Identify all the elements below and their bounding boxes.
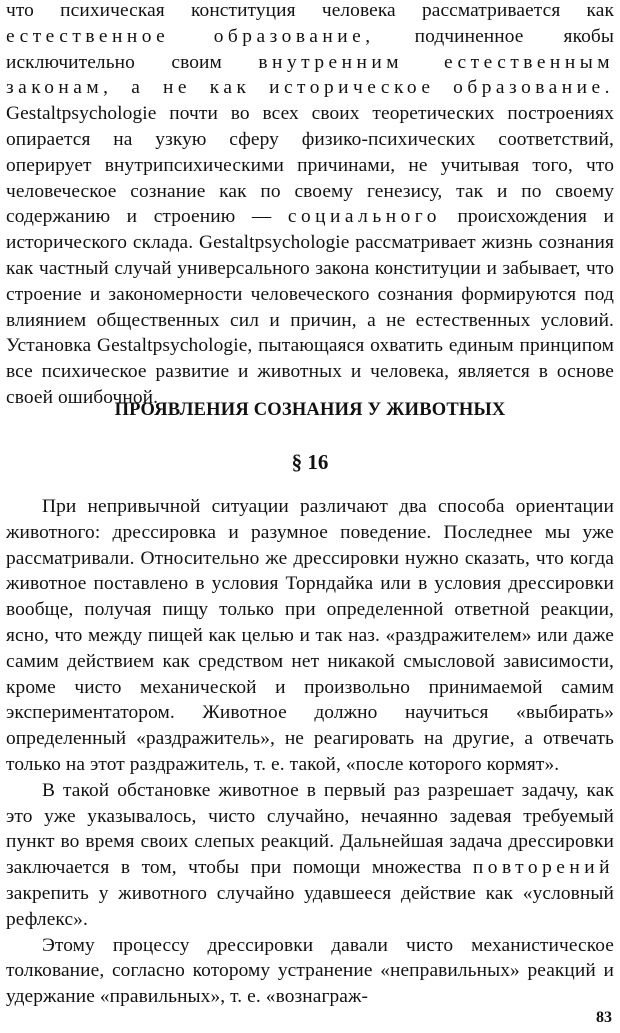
chapter-heading: ПРОЯВЛЕНИЯ СОЗНАНИЯ У ЖИВОТНЫХ (114, 400, 506, 420)
paragraph-4: Этому процессу дрессировки давали чисто механистическое толкование, согласно которому устранение «неправильных» реакций и удержание «правильных», т. е. «вознаграж- (6, 934, 614, 1008)
paragraph-opening (6, 0, 614, 411)
section-text-block (6, 494, 614, 1010)
spaced-emphasis: социального (287, 206, 441, 228)
spaced-emphasis: естественное образование, (6, 25, 375, 47)
paragraph-2: При непривычной ситуации различают два способа ориентации животного: дрессировка и разумное поведение. Последнее мы уже рассматривали. Относительно же дрессировки нужно сказать, что когда животное поставлено в условия Торндайка или в условия дрессировки вообще, получая пищу только при определенной ответной реакции, ясно, что между пищей как целью и так наз. «раздражителем» или даже самим действием как средством нет никакой смысловой зависимости, кроме чисто механической и произвольно принимаемой самим экспериментатором. Животное должно научиться «выбирать» определенный «раздражитель», не реагировать на другие, а отвечать только на этот раздражитель, т. е. такой, «после которого кормят». (6, 496, 614, 775)
spaced-emphasis: повторений (472, 857, 614, 879)
book-page (6, 0, 614, 1033)
text-run: происхождения и исторического склада. Gestaltpsychologie рассматривает жизнь сознания как частный случай универсального закона конституции и забывает, что строение и закономерности человеческого сознания формируются под влиянием общественных сил и причин, а не естественных условий. Установка Gestaltpsychologie, пытающаяся охватить единым принципом все психическое развитие и животных и человека, является в основе своей ошибочной. (6, 206, 614, 408)
text-run: Gestaltpsychologie почти во всех своих теоретических построениях опирается на узкую сферу физико-психических соответствий, оперирует внутрипсихическими причинами, не учитывая того, что человеческое сознание как по своему генезису, так и по своему содержанию и строению — (6, 103, 614, 228)
spaced-emphasis: внутренним естественным законам, а не как историческое образование. (6, 51, 614, 99)
page-number: 83 (596, 1009, 612, 1026)
section-number: § 16 (291, 450, 329, 474)
text-run: что психическая конституция человека рассматривается как (6, 0, 614, 21)
text-run: закрепить у животного случайно удавшееся действие как «условный рефлекс». (6, 882, 614, 930)
text-run: подчиненное якобы исключительно своим (6, 25, 614, 73)
paragraph-3 (6, 778, 614, 933)
text-run: В такой обстановке животное в первый раз разрешает задачу, как это уже указывалось, чисто случайно, нечаянно задевая требуемый пункт во время своих слепых реакций. Дальнейшая задача дрессировки заключается в том, чтобы при помощи множества (6, 779, 614, 879)
opening-text-block (6, 0, 614, 411)
